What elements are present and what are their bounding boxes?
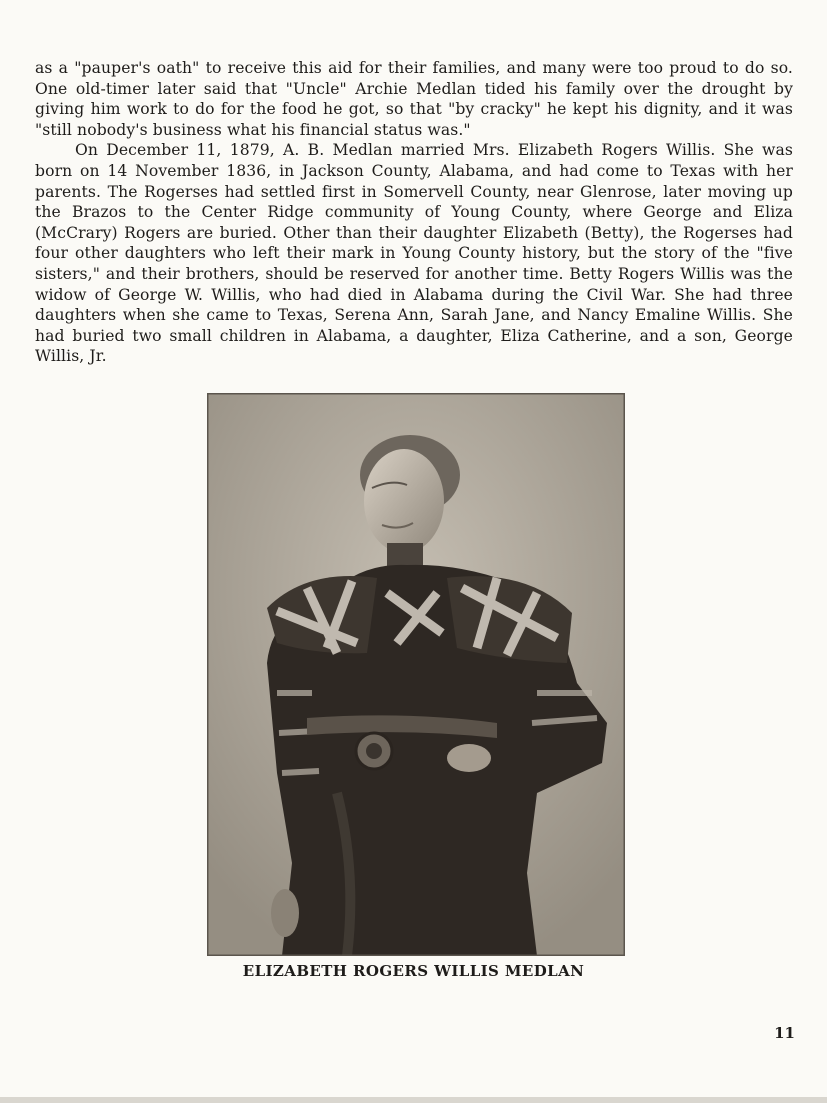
- page-bottom-edge: [0, 1097, 827, 1103]
- portrait-illustration: [207, 393, 625, 956]
- portrait-photo: [207, 393, 625, 956]
- body-text: [35, 58, 793, 367]
- paragraph-marriage: On December 11, 1879, A. B. Medlan married Mrs. Elizabeth Rogers Willis. She was born on 14 November 1836, in Jackson County, Alabama, and had come to Texas with her parents. The Rogerses had settled first in Somervell County, near Glenrose, later moving up the Brazos to the Center Ridge community of Young County, where George and Eliza (McCrary) Rogers are buried. Other than their daughter Elizabeth (Betty), the Rogerses had four other daughters who left their mark in Young County history, but the story of the "five sisters," and their brothers, should be reserved for another time. Betty Rogers Willis was the widow of George W. Willis, who had died in Alabama during the Civil War. She had three daughters when she came to Texas, Serena Ann, Sarah Jane, and Nancy Emaline Willis. She had buried two small children in Alabama, a daughter, Eliza Catherine, and a son, George Willis, Jr.: [35, 141, 793, 366]
- paragraph-continuation: as a "pauper's oath" to receive this aid for their families, and many were too proud to do so. One old-timer later said that "Uncle" Archie Medlan tided his family over the drought by giving him work to do for the food he got, so that "by cracky" he kept his dignity, and it was "still nobody's business what his financial status was.": [35, 59, 793, 139]
- photo-caption: ELIZABETH ROGERS WILLIS MEDLAN: [242, 962, 585, 980]
- page-number: 11: [774, 1024, 795, 1042]
